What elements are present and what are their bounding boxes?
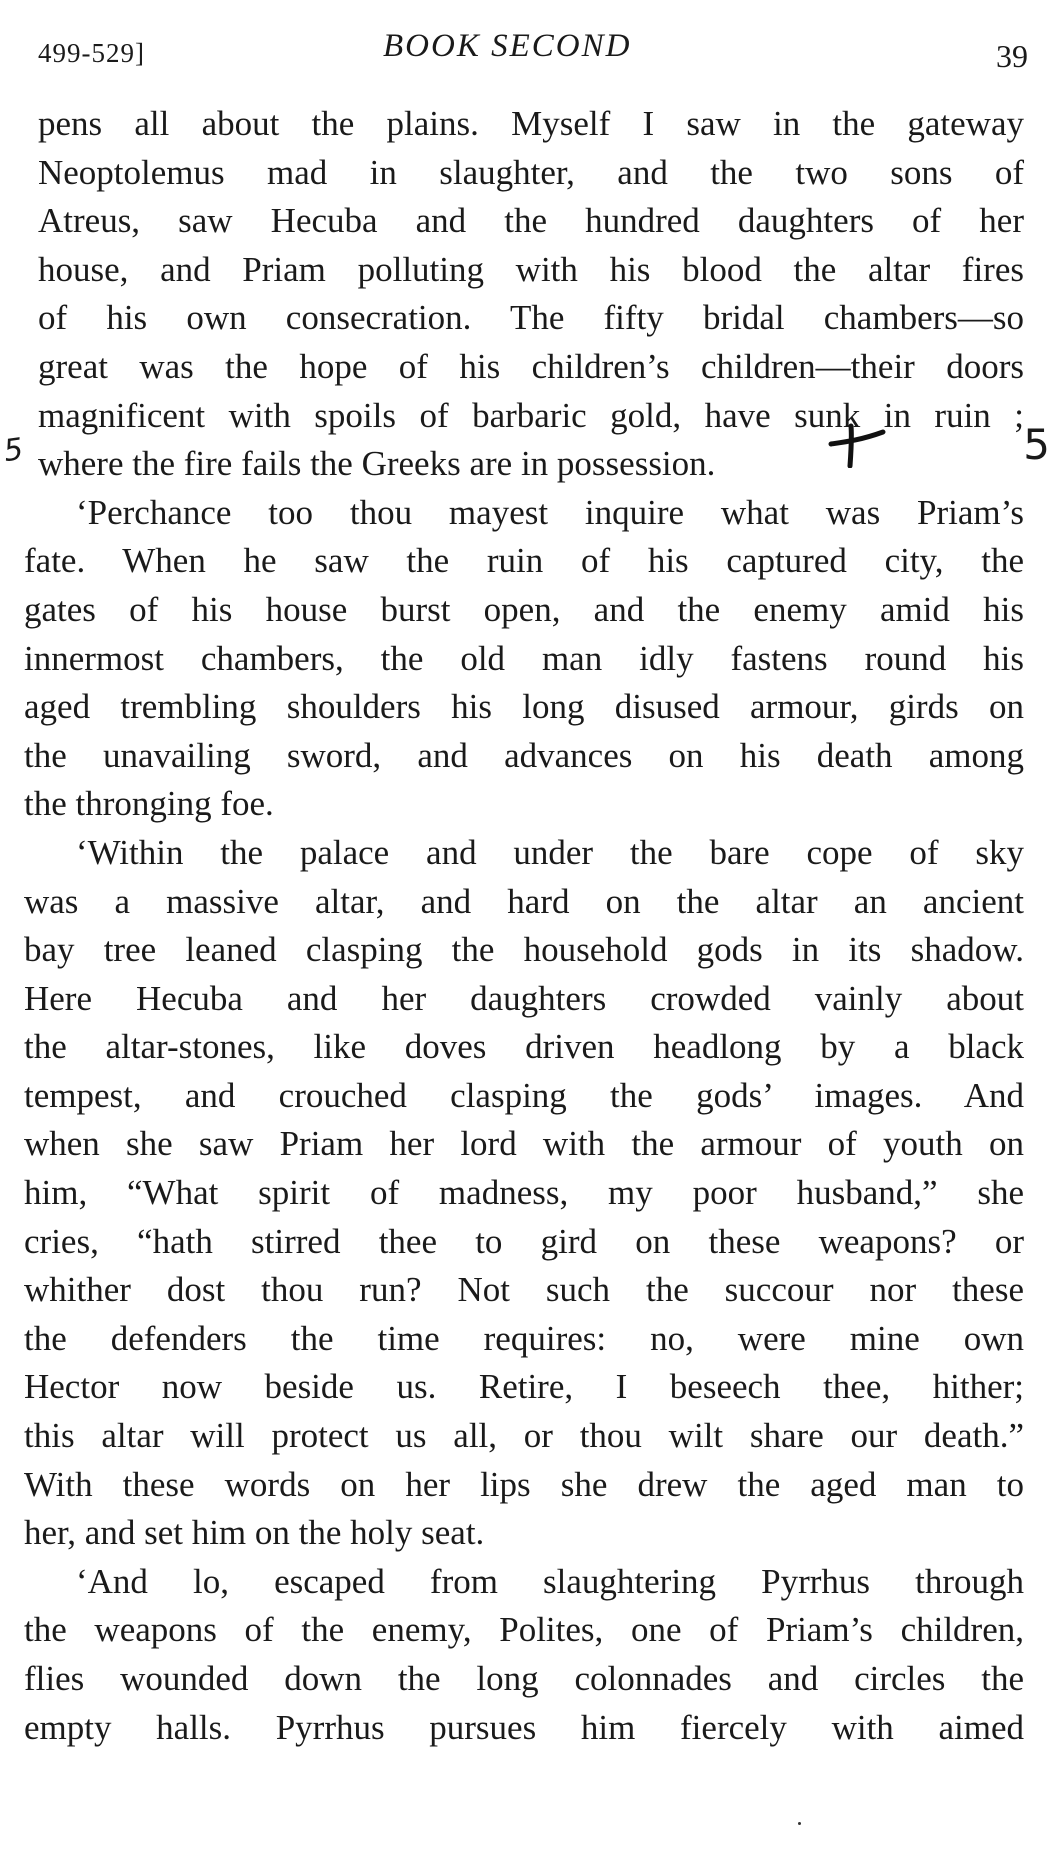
text-line: the thronging foe. — [24, 784, 274, 824]
text-line: the unavailing sword, and advances on his death among — [24, 735, 1024, 775]
handwritten-mark-left: 5 — [1, 431, 26, 470]
handwritten-mark-right: 5 — [1023, 420, 1050, 469]
text-line: him, “What spirit of madness, my poor husband,” she — [24, 1173, 1024, 1213]
text-line: ‘Within the palace and under the bare cope of sky — [76, 832, 1024, 872]
text-line: the defenders the time requires: no, were mine own — [24, 1318, 1024, 1358]
text-line: gates of his house burst open, and the enemy amid his — [24, 589, 1024, 629]
text-line: her, and set him on the holy seat. — [24, 1513, 485, 1553]
text-line: ‘Perchance too thou mayest inquire what was Priam’s — [76, 492, 1024, 532]
text-line: pens all about the plains. Myself I saw in the gateway — [38, 104, 1024, 143]
paragraph — [24, 489, 1024, 829]
line-range: 499-529] — [38, 38, 145, 68]
text-line: innermost chambers, the old man idly fastens round his — [24, 638, 1024, 678]
text-line: cries, “hath stirred thee to gird on these weapons? or — [24, 1221, 1024, 1261]
ink-speck — [798, 1822, 801, 1825]
body-text — [24, 100, 1024, 1752]
text-line: Hector now beside us. Retire, I beseech thee, hither; — [24, 1367, 1024, 1407]
text-line: great was the hope of his children’s children—their doors — [38, 346, 1024, 386]
text-line: the altar-stones, like doves driven headlong by a black — [24, 1027, 1024, 1067]
text-line: Atreus, saw Hecuba and the hundred daughters of her — [38, 201, 1024, 241]
running-title: BOOK SECOND — [383, 28, 632, 64]
text-line: magnificent with spoils of barbaric gold, have sunk in ruin ; — [38, 395, 1024, 435]
text-line: this altar will protect us all, or thou wilt share our death.” — [24, 1416, 1024, 1456]
text-line: house, and Priam polluting with his blood the altar fires — [38, 249, 1024, 289]
text-line: bay tree leaned clasping the household gods in its shadow. — [24, 930, 1024, 970]
text-line: fate. When he saw the ruin of his captured city, the — [24, 541, 1024, 581]
text-line: of his own consecration. The fifty bridal chambers—so — [38, 298, 1024, 338]
text-line: where the fire fails the Greeks are in possession. — [38, 444, 716, 484]
text-line: was a massive altar, and hard on the altar an ancient — [24, 881, 1024, 921]
text-line: empty halls. Pyrrhus pursues him fiercely with aimed — [24, 1707, 1024, 1747]
page-header — [38, 28, 1028, 78]
text-line: the weapons of the enemy, Polites, one of Priam’s children, — [24, 1610, 1024, 1650]
text-line: With these words on her lips she drew the aged man to — [24, 1464, 1024, 1504]
text-line: Neoptolemus mad in slaughter, and the two sons of — [38, 152, 1024, 192]
text-line: aged trembling shoulders his long disused armour, girds on — [24, 687, 1024, 727]
text-line: whither dost thou run? Not such the succour nor these — [24, 1270, 1024, 1310]
text-line: ‘And lo, escaped from slaughtering Pyrrhus through — [76, 1561, 1024, 1601]
text-line: tempest, and crouched clasping the gods’ images. And — [24, 1075, 1024, 1115]
text-line: flies wounded down the long colonnades and circles the — [24, 1659, 1024, 1698]
paragraph — [24, 1558, 1024, 1752]
text-line: when she saw Priam her lord with the armour of youth on — [24, 1124, 1024, 1164]
handwritten-cross-icon — [827, 418, 887, 468]
paragraph — [24, 829, 1024, 1558]
text-line: Here Hecuba and her daughters crowded vainly about — [24, 978, 1024, 1018]
page-number: 39 — [996, 38, 1028, 74]
